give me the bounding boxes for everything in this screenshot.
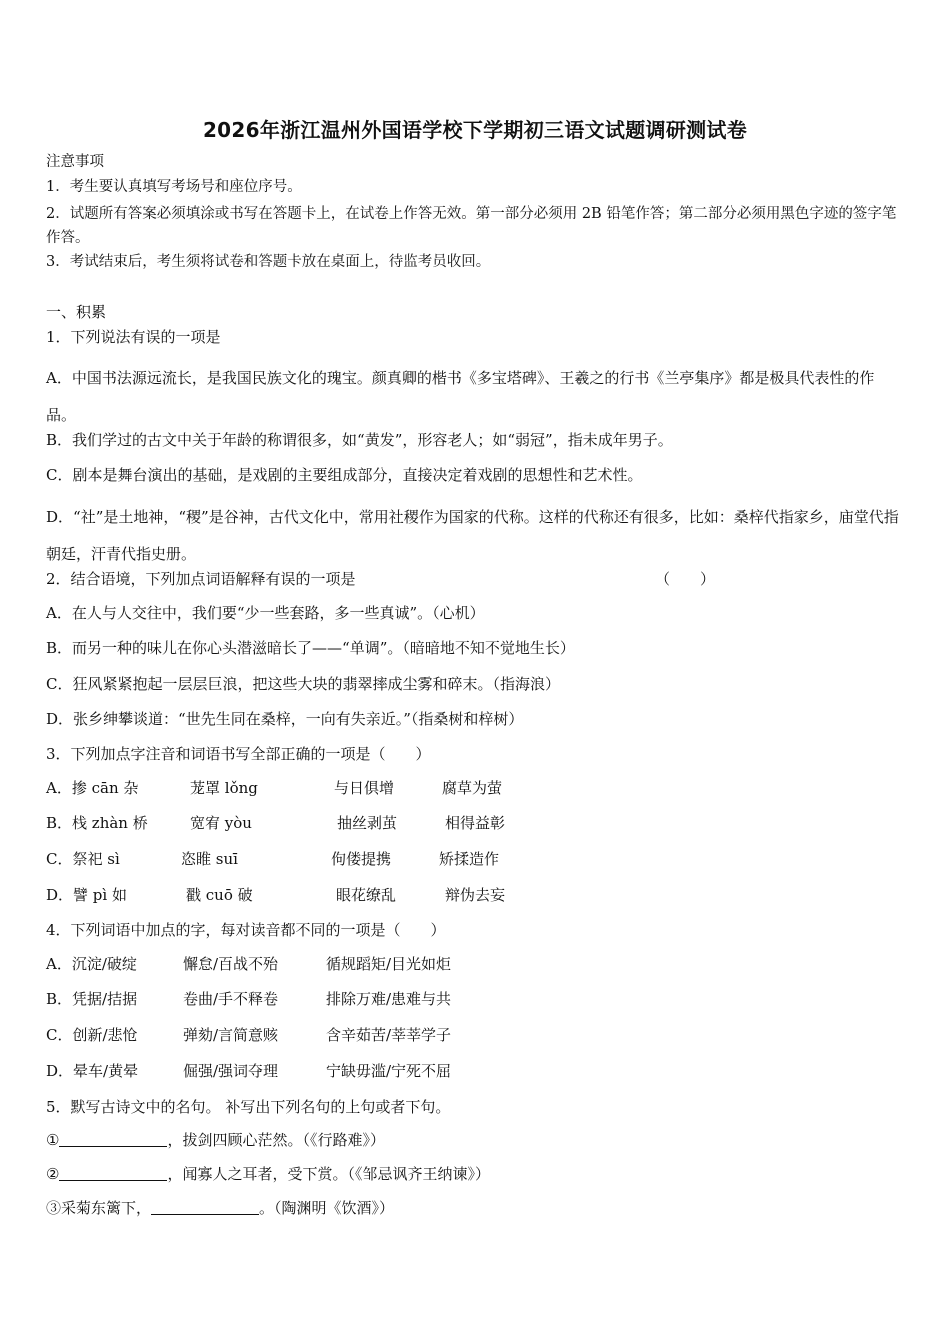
q3-b-col1: B．栈 zhàn 桥 — [46, 814, 148, 832]
q5-stem: 5．默写古诗文中的名句。 补写出下列名句的上句或者下句。 — [46, 1098, 451, 1116]
q3-a-col4: 腐草为萤 — [442, 779, 503, 797]
q5-item-1-suffix: ，拔剑四顾心茫然。（《行路难》） — [167, 1131, 385, 1149]
q2-option-a: A．在人与人交往中，我们要“少一些套路，多一些真诚”。（心机） — [46, 604, 485, 622]
q5-item-3-blank[interactable] — [151, 1200, 259, 1215]
q5-item-2-suffix: ，闻寡人之耳者，受下赏。（《邹忌讽齐王纳谏》） — [167, 1165, 490, 1183]
q3-c-col2: 恣睢 suī — [181, 850, 238, 868]
q4-a-col2: 懈怠/百战不殆 — [183, 955, 279, 973]
q3-a-col3: 与日俱增 — [334, 779, 395, 797]
q2-stem: 2．结合语境，下列加点词语解释有误的一项是 — [46, 570, 356, 588]
q5-item-3 — [46, 1198, 904, 1218]
q3-d-col2: 戳 cuō 破 — [186, 886, 253, 904]
q3-c-col4: 矫揉造作 — [439, 850, 500, 868]
q5-item-2 — [46, 1164, 904, 1184]
q4-b-col1: B．凭据/拮据 — [46, 990, 138, 1008]
q4-b-col2: 卷曲/手不释卷 — [183, 990, 279, 1008]
q3-d-col3: 眼花缭乱 — [336, 886, 397, 904]
q1-option-a: A．中国书法源远流长，是我国民族文化的瑰宝。颜真卿的楷书《多宝塔碑》、王羲之的行书《兰亭集序》都是极具代表性的作品。 — [46, 369, 875, 424]
q1-option-c: C．剧本是舞台演出的基础，是戏剧的主要组成部分，直接决定着戏剧的思想性和艺术性。 — [46, 466, 643, 484]
q4-c-col1: C．创新/悲怆 — [46, 1026, 138, 1044]
q2-option-b: B．而另一种的味儿在你心头潜滋暗长了——“单调”。（暗暗地不知不觉地生长） — [46, 639, 575, 657]
q4-a-col1: A．沉淀/破绽 — [46, 955, 137, 973]
q5-item-2-prefix: ② — [46, 1165, 60, 1183]
q4-c-col3: 含辛茹苦/莘莘学子 — [326, 1026, 452, 1044]
q3-c-col1: C．祭祀 sì — [46, 850, 120, 868]
q3-d-col4: 辩伪去妄 — [445, 886, 506, 904]
q5-item-1 — [46, 1130, 904, 1150]
q5-item-3-prefix: ③采菊东篱下， — [46, 1199, 152, 1217]
q2-option-d: D．张乡绅攀谈道：“世先生同在桑梓，一向有失亲近。”（指桑树和梓树） — [46, 710, 524, 728]
notice-item-2: 2．试题所有答案必须填涂或书写在答题卡上，在试卷上作答无效。第一部分必须用 2B 铅笔作答；第二部分必须用黑色字迹的签字笔作答。 — [46, 206, 897, 246]
q3-b-col3: 抽丝剥茧 — [337, 814, 398, 832]
q2-option-c: C．狂风紧紧抱起一层层巨浪，把这些大块的翡翠摔成尘雾和碎末。（指海浪） — [46, 675, 560, 693]
q3-a-col1: A．掺 cān 杂 — [46, 779, 139, 797]
q3-c-col3: 佝偻提携 — [331, 850, 392, 868]
page-title: 2026年浙江温州外国语学校下学期初三语文试题调研测试卷 — [202, 118, 748, 142]
q4-d-col1: D．晕车/黄晕 — [46, 1062, 139, 1080]
q4-stem: 4．下列词语中加点的字，每对读音都不同的一项是（ ） — [46, 921, 446, 939]
q3-d-col1: D．譬 pì 如 — [46, 886, 127, 904]
q5-item-3-suffix: 。（陶渊明《饮酒》） — [259, 1199, 395, 1217]
q4-d-col3: 宁缺毋滥/宁死不屈 — [326, 1062, 452, 1080]
q4-d-col2: 倔强/强词夺理 — [183, 1062, 279, 1080]
q1-stem: 1．下列说法有误的一项是 — [46, 328, 221, 346]
section-heading: 一、积累 — [46, 303, 107, 321]
q5-item-2-blank[interactable] — [59, 1166, 167, 1181]
q3-b-col4: 相得益彰 — [445, 814, 506, 832]
q4-a-col3: 循规蹈矩/目光如炬 — [326, 955, 452, 973]
q5-item-1-blank[interactable] — [59, 1132, 167, 1147]
notice-heading: 注意事项 — [46, 154, 104, 170]
q2-answer-paren: （ ） — [655, 570, 716, 588]
q3-b-col2: 宽宥 yòu — [190, 814, 252, 832]
q1-option-b: B．我们学过的古文中关于年龄的称谓很多，如“黄发”，形容老人；如“弱冠”，指未成年男子。 — [46, 431, 673, 449]
q2-stem-row — [46, 569, 904, 589]
q5-item-1-prefix: ① — [46, 1131, 60, 1149]
q3-stem: 3．下列加点字注音和词语书写全部正确的一项是（ ） — [46, 745, 431, 763]
q1-option-d: D．“社”是土地神，“稷”是谷神，古代文化中，常用社稷作为国家的代称。这样的代称还有很多，比如：桑梓代指家乡，庙堂代指朝廷，汗青代指史册。 — [46, 508, 899, 563]
q3-a-col2: 茏罩 lǒng — [190, 779, 258, 797]
notice-item-3: 3．考试结束后，考生须将试卷和答题卡放在桌面上，待监考员收回。 — [46, 254, 491, 270]
notice-item-1: 1．考生要认真填写考场号和座位序号。 — [46, 179, 302, 195]
q4-b-col3: 排除万难/患难与共 — [326, 990, 452, 1008]
q4-c-col2: 弹劾/言简意赅 — [183, 1026, 279, 1044]
